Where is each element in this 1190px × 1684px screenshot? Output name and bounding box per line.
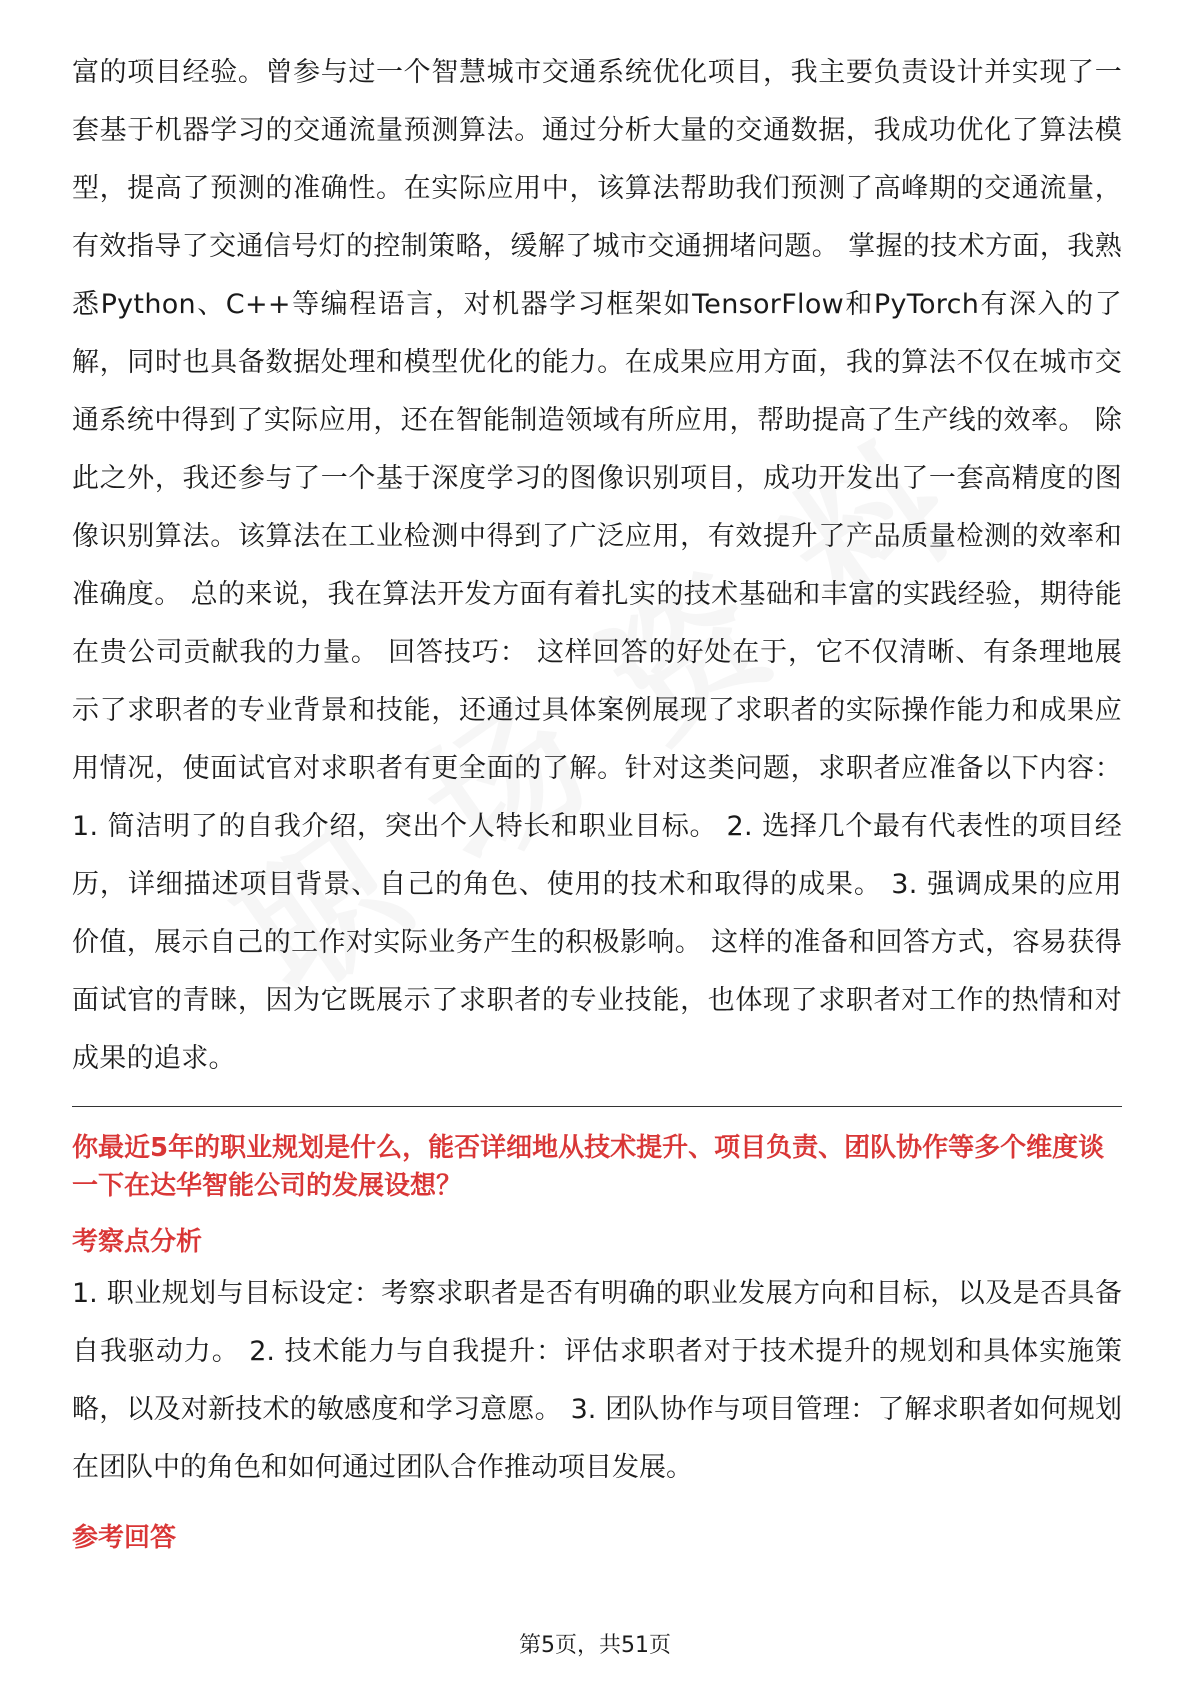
answer-paragraph: 富的项目经验。曾参与过一个智慧城市交通系统优化项目，我主要负责设计并实现了一套基于机器学习的交通流量预测算法。通过分析大量的交通数据，我成功优化了算法模型，提高了预测的准确性。在实际应用中，该算法帮助我们预测了高峰期的交通流量，有效指导了交通信号灯的控制策略，缓解了城市交通拥堵问题。 掌握的技术方面，我熟悉Python、C++等编程语言，对机器学习框架如TensorFlow和PyTorch有深入的了解，同时也具备数据处理和模型优化的能力。在成果应用方面，我的算法不仅在城市交通系统中得到了实际应用，还在智能制造领域有所应用，帮助提高了生产线的效率。 除此之外，我还参与了一个基于深度学习的图像识别项目，成功开发出了一套高精度的图像识别算法。该算法在工业检测中得到了广泛应用，有效提升了产品质量检测的效率和准确度。 总的来说，我在算法开发方面有着扎实的技术基础和丰富的实践经验，期待能在贵公司贡献我的力量。 回答技巧： 这样回答的好处在于，它不仅清晰、有条理地展示了求职者的专业背景和技能，还通过具体案例展现了求职者的实际操作能力和成果应用情况，使面试官对求职者有更全面的了解。针对这类问题，求职者应准备以下内容： 1. 简洁明了的自我介绍，突出个人特长和职业目标。 2. 选择几个最有代表性的项目经历，详细描述项目背景、自己的角色、使用的技术和取得的成果。 3. 强调成果的应用价值，展示自己的工作对实际业务产生的积极影响。 这样的准备和回答方式，容易获得面试官的青睐，因为它既展示了求职者的专业技能，也体现了求职者对工作的热情和对成果的追求。 (72, 57, 1122, 1074)
page-number: 第5页，共51页 (519, 1633, 671, 1658)
reference-answer-heading: 参考回答 (72, 1523, 177, 1553)
interview-question: 你最近5年的职业规划是什么，能否详细地从技术提升、项目负责、团队协作等多个维度谈一下在达华智能公司的发展设想？ (72, 1133, 1105, 1201)
analysis-text: 1. 职业规划与目标设定：考察求职者是否有明确的职业发展方向和目标，以及是否具备自我驱动力。 2. 技术能力与自我提升：评估求职者对于技术提升的规划和具体实施策略，以及对新技术的敏感度和学习意愿。 3. 团队协作与项目管理：了解求职者如何规划在团队中的角色和如何通过团队合作推动项目发展。 (72, 1278, 1122, 1483)
section-divider (72, 1106, 1122, 1107)
analysis-heading: 考察点分析 (72, 1227, 203, 1257)
document-page (72, 44, 1122, 1557)
